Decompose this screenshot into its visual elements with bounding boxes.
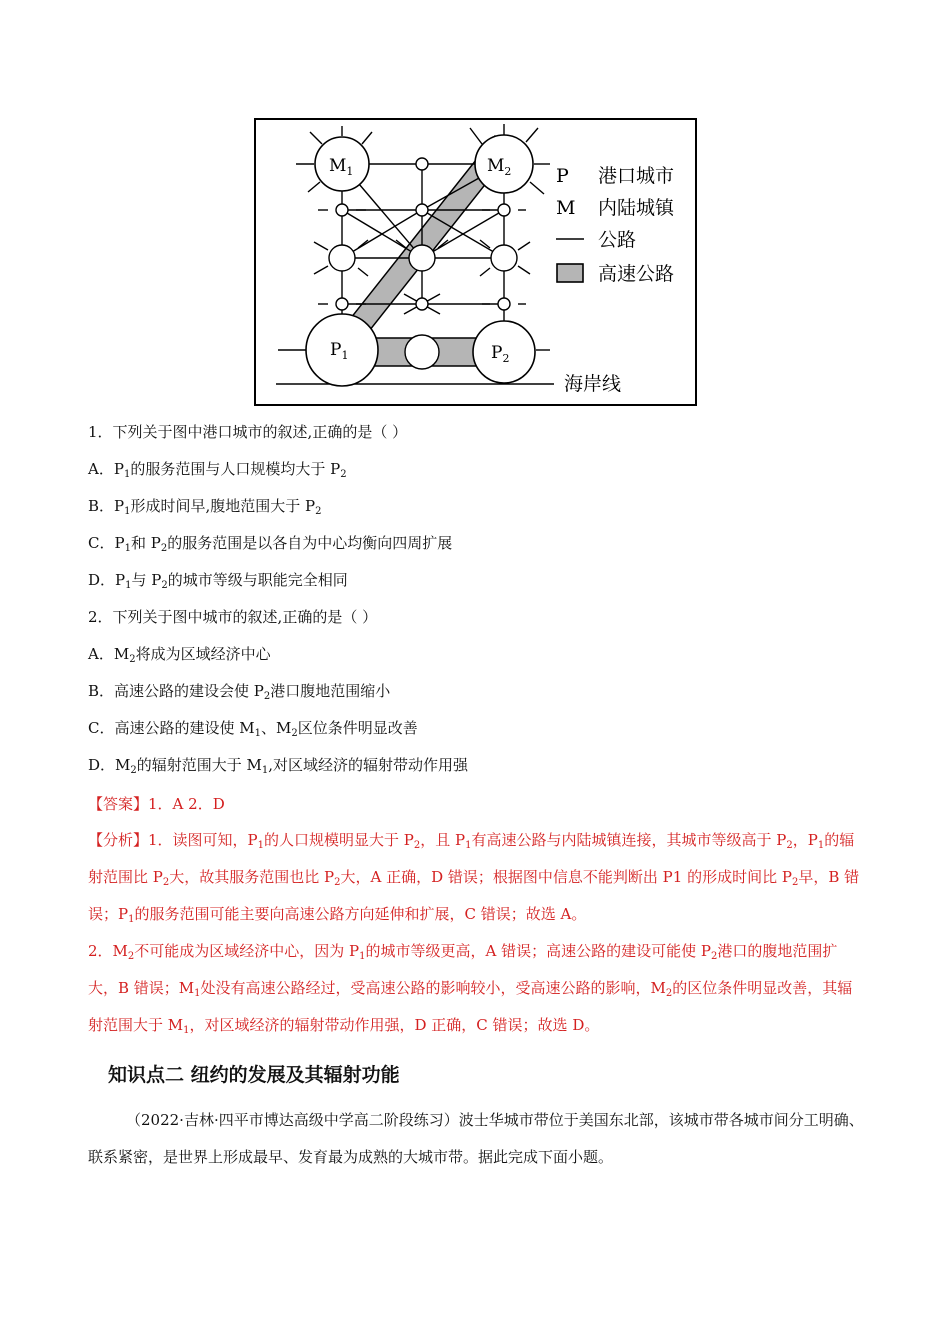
analysis-paragraph-2: 2．$M_2$不可能成为区域经济中心，因为 $P_1$的城市等级更高，A 错误；高速公路的建设可能使 $P_2$港口的腹地范围扩大，B 错误；$M_1$处没有高速公路经过，受高速公路的影响较小，受高速公路的影响，$M_2$的区位条件明显改善，其辐射范围大于 $M_1$，对区域经济的辐射带动作用强，D 正确，C 错误；故选 D。 — [88, 942, 853, 1036]
q2-option-a[interactable]: A．$M_2$将成为区域经济中心 — [88, 645, 271, 665]
label-p1: $P_1$ — [330, 340, 349, 362]
q2-option-b[interactable]: B．高速公路的建设会使 $P_2$港口腹地范围缩小 — [88, 682, 391, 702]
answer-line: 【答案】1．A 2．D — [88, 795, 225, 813]
intro-paragraph: （2022·吉林·四平市博达高级中学高二阶段练习）波士华城市带位于美国东北部，该城市带各城市间分工明确、联系紧密，是世界上形成最早、发育最为成熟的大城市带。据此完成下面小题。 — [88, 1111, 864, 1166]
label-p2: $P_2$ — [491, 343, 510, 365]
q1-option-b[interactable]: B．$P_1$形成时间早,腹地范围大于 $P_2$ — [88, 497, 322, 517]
label-m1: $M_1$ — [329, 156, 354, 178]
q1-option-a[interactable]: A．$P_1$的服务范围与人口规模均大于 $P_2$ — [88, 460, 347, 480]
q1-option-c[interactable]: C．$P_1$和 $P_2$的服务范围是以各自为中心均衡向四周扩展 — [88, 534, 453, 554]
label-m2: $M_2$ — [487, 156, 512, 178]
svg-text:内陆城镇: 内陆城镇 — [598, 197, 675, 219]
q1-option-d[interactable]: D．$P_1$与 $P_2$的城市等级与职能完全相同 — [88, 571, 348, 591]
svg-text:M: M — [556, 197, 576, 219]
q2-option-c[interactable]: C．高速公路的建设使 $M_1$、$M_2$区位条件明显改善 — [88, 719, 418, 739]
city-network-diagram — [254, 118, 697, 406]
q2-option-d[interactable]: D．$M_2$的辐射范围大于 $M_1$,对区域经济的辐射带动作用强 — [88, 756, 469, 776]
svg-text:港口城市: 港口城市 — [598, 165, 675, 187]
analysis-paragraph-1: 【分析】1．读图可知，$P_1$的人口规模明显大于 $P_2$，且 $P_1$有高速公路与内陆城镇连接，其城市等级高于 $P_2$，$P_1$的辐射范围比 $P_2$大，故其服务范围也比 $P_2$大，A 正确，D 错误；根据图中信息不能判断出 P1 的形成时间比 $P_2$早，B 错误；$P_1$的服务范围可能主要向高速公路方向延伸和扩展，C 错误；故选 A。 — [88, 831, 860, 925]
svg-text:P: P — [556, 165, 569, 187]
q2-stem: 2．下列关于图中城市的叙述,正确的是（ ） — [88, 608, 378, 626]
svg-text:公路: 公路 — [598, 229, 637, 251]
q1-stem: 1．下列关于图中港口城市的叙述,正确的是（ ） — [88, 423, 408, 441]
coastline-label: 海岸线 — [564, 373, 622, 395]
section-heading: 知识点二 纽约的发展及其辐射功能 — [108, 1064, 400, 1086]
svg-text:高速公路: 高速公路 — [598, 263, 675, 285]
